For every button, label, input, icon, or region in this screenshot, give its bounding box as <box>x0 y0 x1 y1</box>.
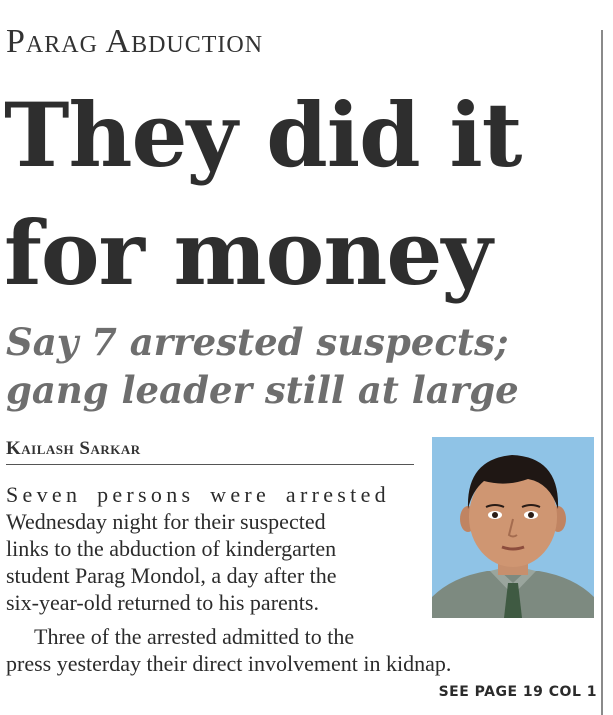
body-line: Seven persons were arrested <box>6 482 390 507</box>
headline-line-2: for money <box>4 201 492 305</box>
body-line: Wednesday night for their suspected <box>6 509 326 534</box>
body-line: press yesterday their direct involvement in kidnap. <box>6 651 452 676</box>
body-paragraph-2 <box>6 623 596 677</box>
subheadline <box>6 318 586 414</box>
headline <box>4 76 594 312</box>
headline-line-1: They did it <box>4 83 522 187</box>
byline: Kailash Sarkar <box>6 438 141 459</box>
child-portrait-photo <box>432 437 594 618</box>
body-line: six-year-old returned to his parents. <box>6 590 319 615</box>
body-line: links to the abduction of kindergarten <box>6 536 337 561</box>
column-rule <box>601 30 603 715</box>
subheadline-line-1: Say 7 arrested suspects; <box>6 320 509 364</box>
body-line: student Parag Mondol, a day after the <box>6 563 337 588</box>
kicker: Parag Abduction <box>6 23 264 60</box>
body-line: Three of the arrested admitted to the <box>34 624 355 649</box>
continuation-link[interactable]: SEE PAGE 19 COL 1 <box>438 684 597 700</box>
byline-divider <box>6 464 414 465</box>
body-paragraph-1 <box>6 481 414 616</box>
subheadline-line-2: gang leader still at large <box>6 368 519 412</box>
